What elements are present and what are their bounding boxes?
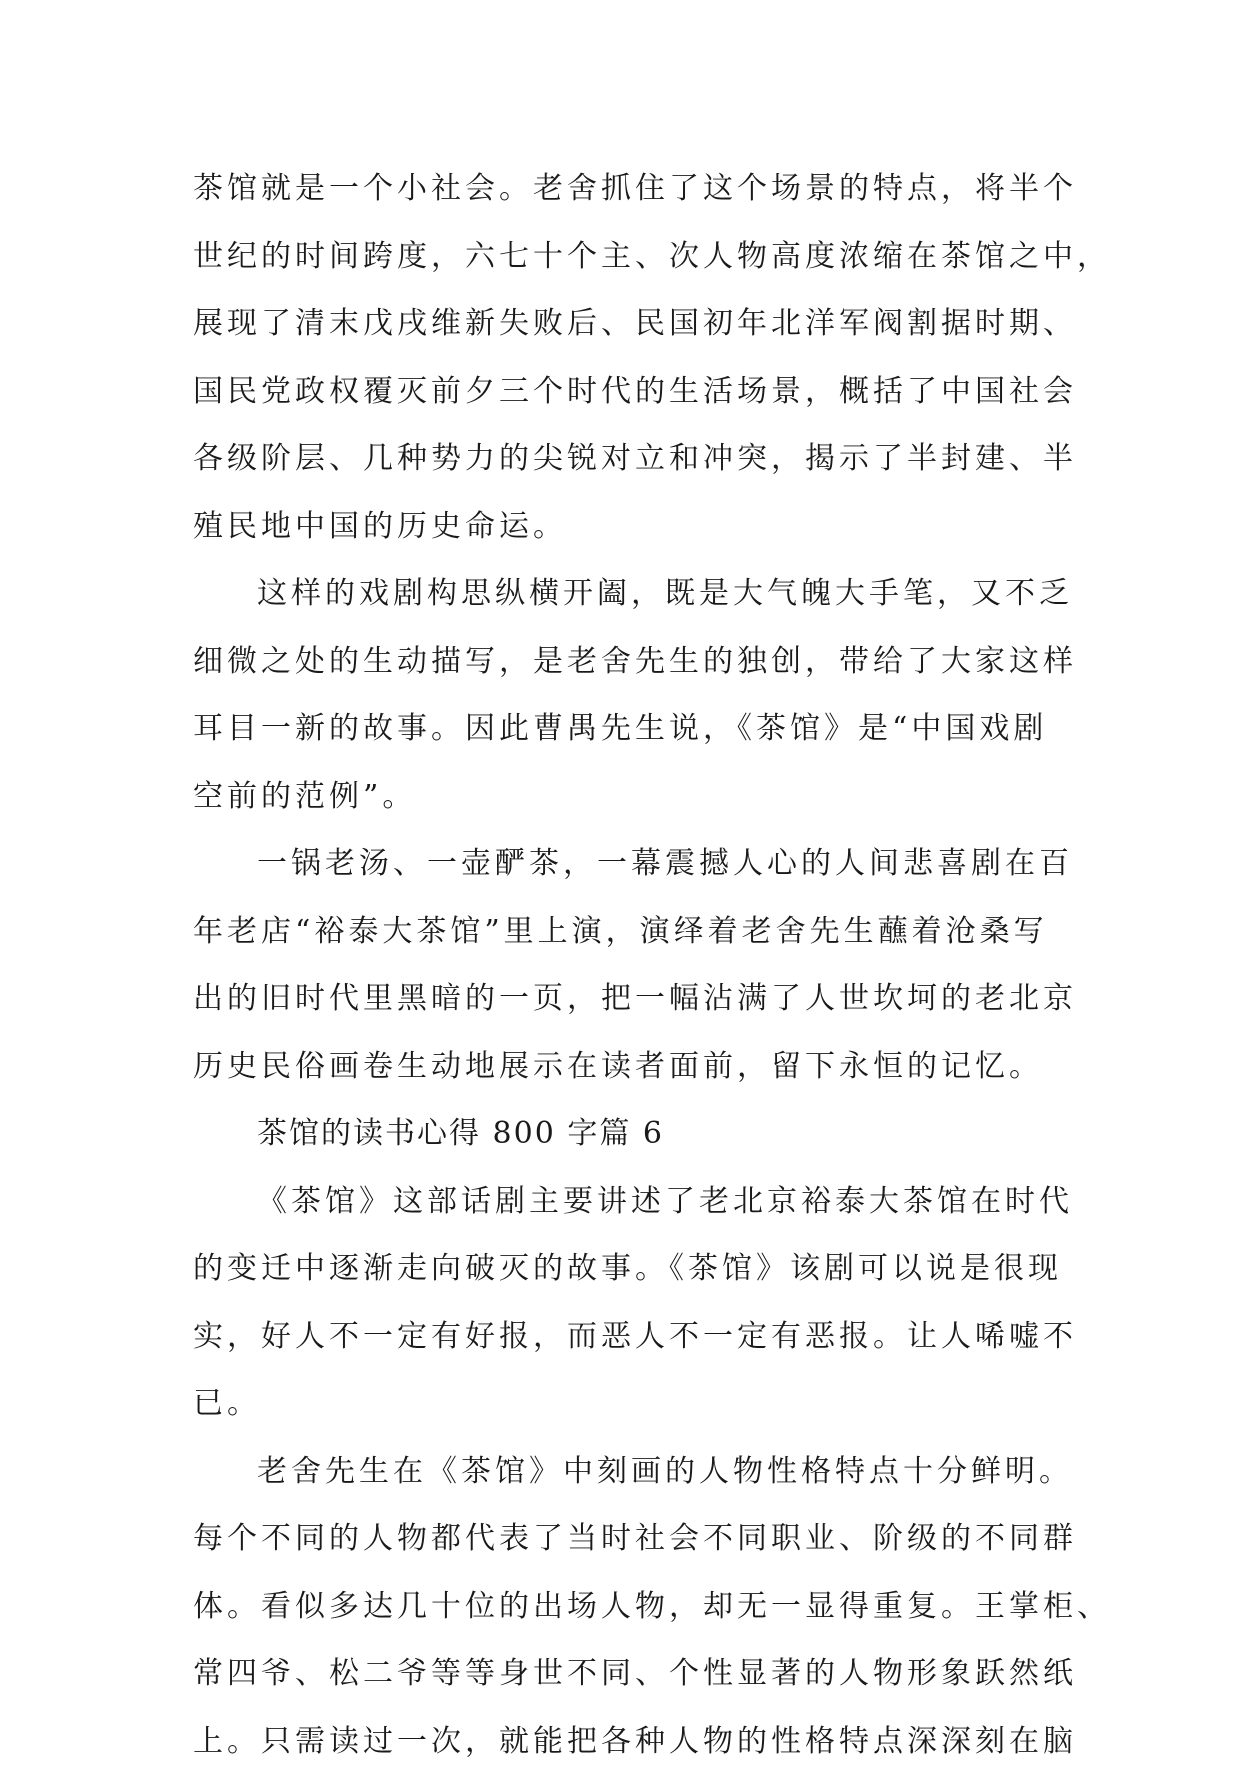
text-line: 细微之处的生动描写，是老舍先生的独创，带给了大家这样 bbox=[193, 628, 1053, 696]
text-line: 老舍先生在《茶馆》中刻画的人物性格特点十分鲜明。 bbox=[193, 1438, 1053, 1506]
text-line: 空前的范例”。 bbox=[193, 763, 1053, 831]
text-line: 体。看似多达几十位的出场人物，却无一显得重复。王掌柜、 bbox=[193, 1573, 1053, 1641]
text-line: 已。 bbox=[193, 1370, 1053, 1438]
body-text bbox=[193, 155, 1053, 1775]
text-line: 国民党政权覆灭前夕三个时代的生活场景，概括了中国社会 bbox=[193, 358, 1053, 426]
section-heading: 茶馆的读书心得 800 字篇 6 bbox=[193, 1100, 1053, 1168]
text-line: 历史民俗画卷生动地展示在读者面前，留下永恒的记忆。 bbox=[193, 1033, 1053, 1101]
text-line: 出的旧时代里黑暗的一页，把一幅沾满了人世坎坷的老北京 bbox=[193, 965, 1053, 1033]
text-line: 各级阶层、几种势力的尖锐对立和冲突，揭示了半封建、半 bbox=[193, 425, 1053, 493]
text-line: 常四爷、松二爷等等身世不同、个性显著的人物形象跃然纸 bbox=[193, 1640, 1053, 1708]
text-line: 耳目一新的故事。因此曹禺先生说，《茶馆》是“中国戏剧 bbox=[193, 695, 1053, 763]
text-line: 展现了清末戊戌维新失败后、民国初年北洋军阀割据时期、 bbox=[193, 290, 1053, 358]
text-line: 茶馆就是一个小社会。老舍抓住了这个场景的特点，将半个 bbox=[193, 155, 1053, 223]
text-line: 一锅老汤、一壶酽茶，一幕震撼人心的人间悲喜剧在百 bbox=[193, 830, 1053, 898]
text-line: 年老店“裕泰大茶馆”里上演，演绎着老舍先生蘸着沧桑写 bbox=[193, 898, 1053, 966]
text-line: 这样的戏剧构思纵横开阖，既是大气魄大手笔，又不乏 bbox=[193, 560, 1053, 628]
text-line: 的变迁中逐渐走向破灭的故事。《茶馆》该剧可以说是很现 bbox=[193, 1235, 1053, 1303]
text-line: 世纪的时间跨度，六七十个主、次人物高度浓缩在茶馆之中， bbox=[193, 223, 1053, 291]
text-line: 殖民地中国的历史命运。 bbox=[193, 493, 1053, 561]
text-line: 实，好人不一定有好报，而恶人不一定有恶报。让人唏嘘不 bbox=[193, 1303, 1053, 1371]
text-line: 每个不同的人物都代表了当时社会不同职业、阶级的不同群 bbox=[193, 1505, 1053, 1573]
text-line: 《茶馆》这部话剧主要讲述了老北京裕泰大茶馆在时代 bbox=[193, 1168, 1053, 1236]
text-line: 上。只需读过一次，就能把各种人物的性格特点深深刻在脑 bbox=[193, 1708, 1053, 1775]
